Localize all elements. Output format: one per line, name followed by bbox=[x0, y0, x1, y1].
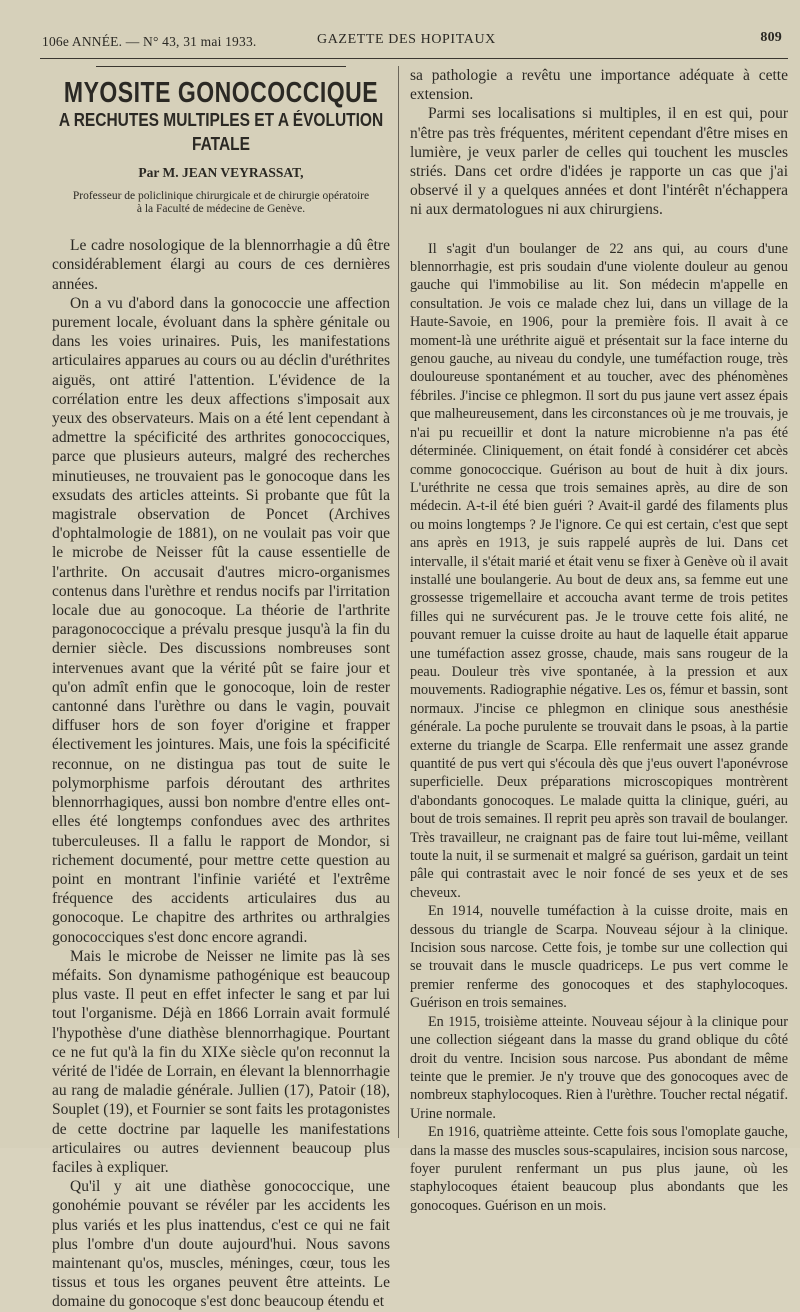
paragraph: Le cadre nosologique de la blennorrhagie a dû être considérablement élargi au cours de ces dernières années. bbox=[52, 237, 390, 293]
case-paragraph: En 1914, nouvelle tuméfaction à la cuisse droite, mais en dessous du triangle de Scarpa. Nouveau séjour à la clinique. Incision sous narcose. Cette fois, je tombe sur une collection qui se trouvait dans le muscle quadriceps. Le pus vert comme le premier renferme des gonocoques et des staphylocoques. Guérison en trois semaines. bbox=[410, 903, 788, 1012]
author-affiliation-1: Professeur de policlinique chirurgicale et de chirurgie opératoire bbox=[72, 190, 370, 203]
running-header bbox=[42, 30, 782, 54]
left-column bbox=[52, 66, 390, 1311]
case-paragraph: En 1916, quatrième atteinte. Cette fois sous l'omoplate gauche, dans la masse des muscles sous-scapulaires, incision sous narcose, foyer purulent renfermant un pus plus jaune, où les staphylocoques étaient beaucoup plus abondants que les gonocoques. Guérison en un mois. bbox=[410, 1124, 788, 1214]
paragraph: Parmi ses localisations si multiples, il en est qui, pour n'être pas très fréquentes, méritent cependant d'être mises en lumière, je veux parler de celles qui touchent les muscles striés. Dans cet ordre d'idées je rapporte un cas que j'ai observé il y a quelques années et dont l'intérêt n'échappera ni aux dermatologues ni aux chirurgiens. bbox=[410, 105, 788, 219]
paragraph: Mais le microbe de Neisser ne limite pas là ses méfaits. Son dynamisme pathogénique est beaucoup plus vaste. Il peut en effet infecter le sang et par lui tout l'organisme. Déjà en 1866 Lorrain avait formulé l'hypothèse d'une diathèse blennorrhagique. Pourtant ce ne fut qu'à la fin du XIXe siècle qu'on reconnut la vérité de l'idée de Lorrain, en élevant la blennorrhagie au rang de maladie générale. Jullien (17), Patoir (18), Souplet (19), et Fournier se sont faits les protagonistes de cette doctrine par laquelle les manifestations articulaires ou autres deviennent beaucoup plus faciles à expliquer. bbox=[52, 947, 390, 1176]
issue-info: 106e ANNÉE. — N° 43, 31 mai 1933. bbox=[42, 34, 257, 49]
paragraph: On a vu d'abord dans la gonococcie une affection purement locale, évoluant dans la sphère génitale ou dans les voies urinaires. Puis, les manifestations articulaires apparues au cours ou au déclin d'uréthrites aiguës, ont attiré l'attention. L'évidence de la corrélation entre les deux affections s'imposait aux yeux des observateurs. Mais on a été lent cependant à admettre la spécificité des arthrites gonococciques, parce que plusieurs auteurs, malgré des recherches minutieuses, ne trouvaient pas le gonocoque dans les exsudats des articles atteints. Si probante que fût la magistrale observation de Poncet (Archives d'ophtalmologie de 1881), on ne voulait pas voir que le microbe de Neisser fût la cause essentielle de l'arthrite. On accusait d'autres micro-organismes contenus dans l'urèthre et rendus nocifs par l'irritation locale due au gonocoque. La théorie de l'arthrite paragonococcique a prévalu presque jusqu'à la fin du dernier siècle. Des discussions nombreuses sont intervenues avant que la vérité pût se faire jour et qu'on admît enfin que le gonocoque, loin de rester cantonné dans l'urèthre ou dans le vagin, pouvait diffuser hors de son foyer d'origine et frapper électivement les jointures. Mais, une fois la spécificité reconnue, on ne distingua pas tout de suite le polymorphisme parfois déroutant des arthrites blennorrhagiques, aussi bon nombre d'entre elles ont-elles été longtemps confondues avec des arthrites tuberculeuses. Il a fallu le rapport de Mondor, si richement documenté, pour mettre cette question au point en montrant l'infinie variété et l'extrême fréquence des accidents articulaires dus au gonocoque. Le chapitre des arthrites ou arthralgies gonococciques s'est donc encore agrandi. bbox=[52, 294, 390, 946]
article-subtitle: A RECHUTES MULTIPLES ET A ÉVOLUTION FATALE bbox=[58, 110, 384, 155]
author-affiliation-2: à la Faculté de médecine de Genève. bbox=[136, 203, 306, 216]
header-rule bbox=[40, 58, 788, 59]
page-number: 809 bbox=[760, 30, 782, 45]
journal-title: GAZETTE DES HOPITAUX bbox=[317, 32, 496, 47]
title-rule bbox=[96, 66, 346, 67]
case-report bbox=[410, 240, 788, 1216]
case-paragraph: Il s'agit d'un boulanger de 22 ans qui, au cours d'une blennorrhagie, est pris soudain d'une violente douleur au genou gauche qui l'immobilise au lit. Son médecin m'appelle en consultation. Je vois ce malade chez lui, dans un village de la Haute-Savoie, en 1906, pour la première fois. Il avait à ce moment-là une uréthrite aiguë et présentait sur la face interne du genou gauche, au niveau du condyle, une tuméfaction rouge, très douloureuse spontanément et au toucher, avec des phénomènes fébriles. J'incise ce phlegmon. Il sort du pus jaune vert assez épais que malheureusement, dans les circonstances où je me trouvais, je n'ai pu recueillir et dont la nature microbienne n'a pas été déterminée. Cliniquement, on était fondé à considérer cet abcès comme gonococcique. Guérison au bout de huit à dix jours. L'uréthrite ne cessa que trois semaines après, au dire de son médecin. A-t-il été bien guéri ? Avait-il gardé des filaments plus ou moins longtemps ? Je l'ignore. Ce qui est certain, c'est que sept ans après en 1913, je suis rappelé auprès de lui. Dans cet intervalle, il s'était marié et était venu se fixer à Genève où il avait installé une boulangerie. Au bout de deux ans, sa femme eut une grossesse trigemellaire et accoucha avant terme de trois petites filles qui ne survécurent pas. Je le trouve cette fois alité, ne pouvant remuer la cuisse droite au haut de laquelle était apparue une tuméfaction assez grosse, chaude, mais sans rougeur de la peau. Douleur très vive spontanée, à la pression et aux mouvements. Radiographie négative. Les os, fémur et bassin, sont normaux. J'incise ce phlegmon en clinique sous anesthésie générale. La poche purulente se trouvait dans le psoas, à la partie externe du triangle de Scarpa. Elle renfermait une assez grande quantité de pus vert qui s'écoula dès que j'eus ouvert l'aponévrose superficielle. Deux préparations microscopiques montrèrent d'abondants gonocoques. Le malade quitta la clinique, guéri, au bout de trois semaines. Il reprit peu après son travail de boulanger. Très travailleur, ne craignant pas de faire tout lui-même, veillant toute la nuit, il se surmenait et malgré sa guérison, gardait un teint pâle qui contrastait avec le noir foncé de ses yeux et de ses cheveux. bbox=[410, 240, 788, 901]
article-title: MYOSITE GONOCOCCIQUE bbox=[63, 75, 379, 109]
right-column bbox=[410, 66, 788, 1214]
paragraph: sa pathologie a revêtu une importance adéquate à cette extension. bbox=[410, 67, 788, 104]
paragraph: Qu'il y ait une diathèse gonococcique, une gonohémie pouvant se révéler par les accidents les plus variés et les plus inattendus, c'est ce qui ne fait plus l'ombre d'un doute aujourd'hui. Nous savons maintenant qu'os, muscles, méninges, cœur, tous les tissus et tous les organes peuvent être atteints. Le domaine du gonocoque s'est donc beaucoup étendu et bbox=[52, 1178, 390, 1311]
column-divider bbox=[398, 66, 399, 1138]
author-byline: Par M. JEAN VEYRASSAT, bbox=[138, 165, 304, 180]
case-paragraph: En 1915, troisième atteinte. Nouveau séjour à la clinique pour une collection siégeant dans la masse du grand oblique du côté droit du ventre. Incision sous narcose. Pus abondant de même teinte que le premier. Je n'y trouve que des gonocoques avec de nombreux staphylocoques. Rien à l'urèthre. Toucher rectal négatif. Urine normale. bbox=[410, 1013, 788, 1122]
article-heading bbox=[52, 66, 390, 216]
